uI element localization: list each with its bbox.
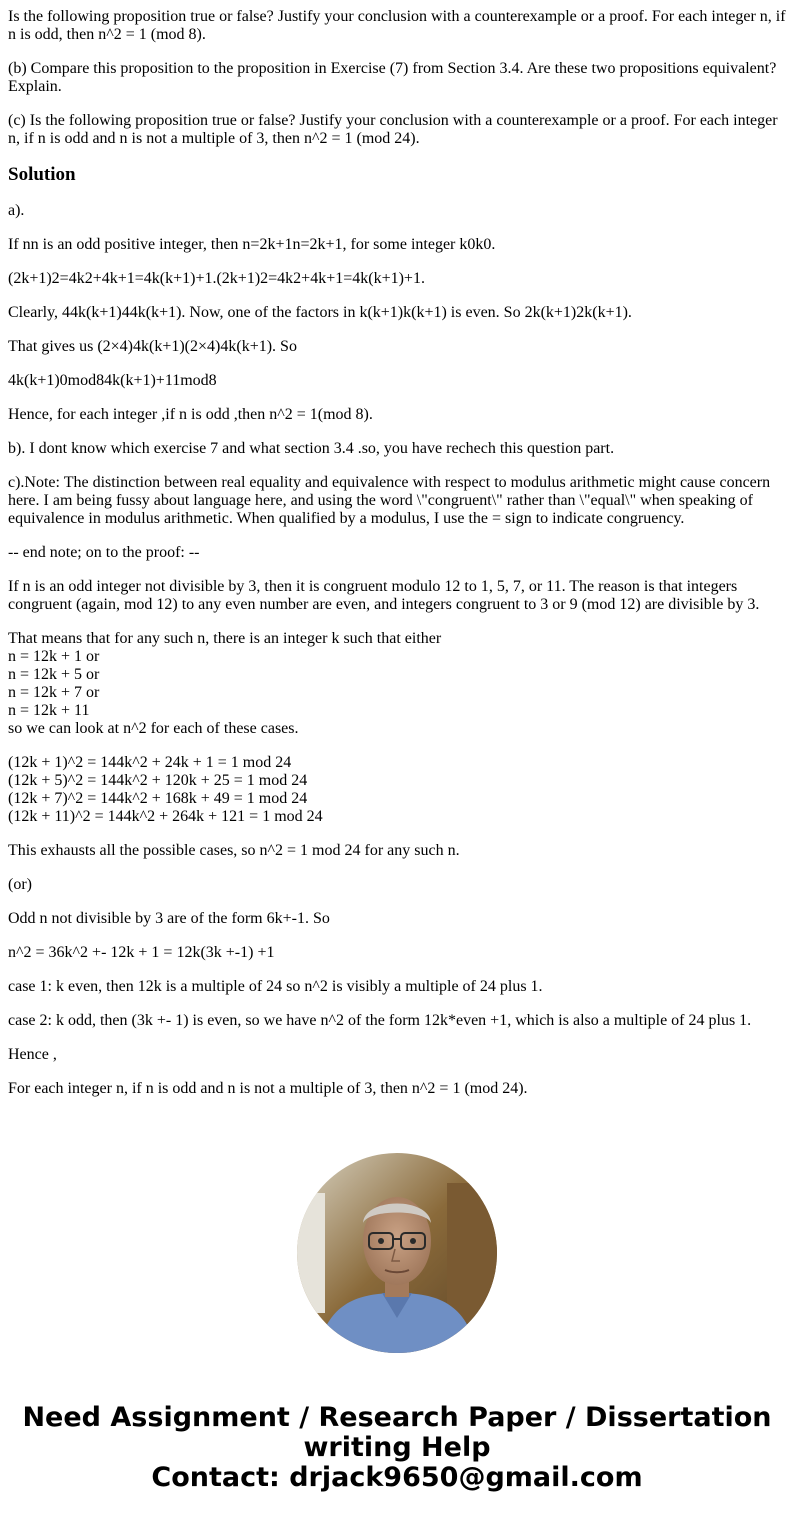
question-part-a: Is the following proposition true or false? Justify your conclusion with a counterexample or a proof. For each integer n, if n is odd, then n^2 = 1 (mod 8). [8,8,786,43]
solution-paragraph: n^2 = 36k^2 +- 12k + 1 = 12k(3k +-1) +1 [8,944,275,961]
solution-paragraph: That gives us (2×4)4k(k+1)(2×4)4k(k+1). So [8,338,297,355]
solution-paragraph: b). I dont know which exercise 7 and what section 3.4 .so, you have rechech this question part. [8,440,615,457]
solution-paragraph: That means that for any such n, there is an integer k such that either n = 12k + 1 or n = 12k + 5 or n = 12k + 7 or n = 12k + 11 so we can look at n^2 for each of these cases. [8,630,442,737]
question-part-b: (b) Compare this proposition to the proposition in Exercise (7) from Section 3.4. Are these two propositions equivalent? Explain. [8,60,777,95]
promo-footer [0,1403,794,1493]
footer-contact-line: Contact: drjack9650@gmail.com [151,1462,643,1493]
author-portrait [297,1153,497,1353]
solution-paragraph: -- end note; on to the proof: -- [8,544,200,561]
question-part-c: (c) Is the following proposition true or false? Justify your conclusion with a counterexample or a proof. For each integer n, if n is odd and n is not a multiple of 3, then n^2 = 1 (mod 24). [8,112,778,147]
solution-paragraph: Odd n not divisible by 3 are of the form 6k+-1. So [8,910,330,927]
solution-paragraph: Hence, for each integer ,if n is odd ,then n^2 = 1(mod 8). [8,406,373,423]
solution-paragraph: (12k + 1)^2 = 144k^2 + 24k + 1 = 1 mod 24 (12k + 5)^2 = 144k^2 + 120k + 25 = 1 mod 24 (12k + 7)^2 = 144k^2 + 168k + 49 = 1 mod 24 (12k + 11)^2 = 144k^2 + 264k + 121 = 1 mod 24 [8,754,323,825]
solution-paragraph: Hence , [8,1046,57,1063]
solution-paragraph: case 1: k even, then 12k is a multiple of 24 so n^2 is visibly a multiple of 24 plus 1. [8,978,543,995]
solution-heading: Solution [8,164,76,185]
solution-paragraph: (or) [8,876,32,893]
solution-paragraph: c).Note: The distinction between real equality and equivalence with respect to modulus arithmetic might cause concern here. I am being fussy about language here, and using the word \"congruent\" rather than \"equal\" when speaking of equivalence in modulus arithmetic. When qualified by a modulus, I use the = sign to indicate congruency. [8,474,771,527]
solution-paragraph: For each integer n, if n is odd and n is not a multiple of 3, then n^2 = 1 (mod 24). [8,1080,528,1097]
footer-line-1: Need Assignment / Research Paper / Dissertation [22,1402,772,1433]
solution-paragraph: This exhausts all the possible cases, so n^2 = 1 mod 24 for any such n. [8,842,460,859]
solution-paragraph: If n is an odd integer not divisible by 3, then it is congruent modulo 12 to 1, 5, 7, or 11. The reason is that integers congruent (again, mod 12) to any even number are even, and integers congruent to 3 or 9 (mod 12) are divisible by 3. [8,578,760,613]
author-avatar [297,1153,497,1353]
footer-line-2: writing Help [303,1432,491,1463]
document-body [8,8,788,1114]
solution-paragraph: a). [8,202,25,219]
solution-paragraph: If nn is an odd positive integer, then n=2k+1n=2k+1, for some integer k0k0. [8,236,496,253]
solution-paragraph: 4k(k+1)0mod84k(k+1)+11mod8 [8,372,217,389]
solution-paragraph: Clearly, 44k(k+1)44k(k+1). Now, one of the factors in k(k+1)k(k+1) is even. So 2k(k+1)2k(k+1). [8,304,632,321]
solution-paragraph: case 2: k odd, then (3k +- 1) is even, so we have n^2 of the form 12k*even +1, which is also a multiple of 24 plus 1. [8,1012,752,1029]
solution-paragraph: (2k+1)2=4k2+4k+1=4k(k+1)+1.(2k+1)2=4k2+4k+1=4k(k+1)+1. [8,270,425,287]
